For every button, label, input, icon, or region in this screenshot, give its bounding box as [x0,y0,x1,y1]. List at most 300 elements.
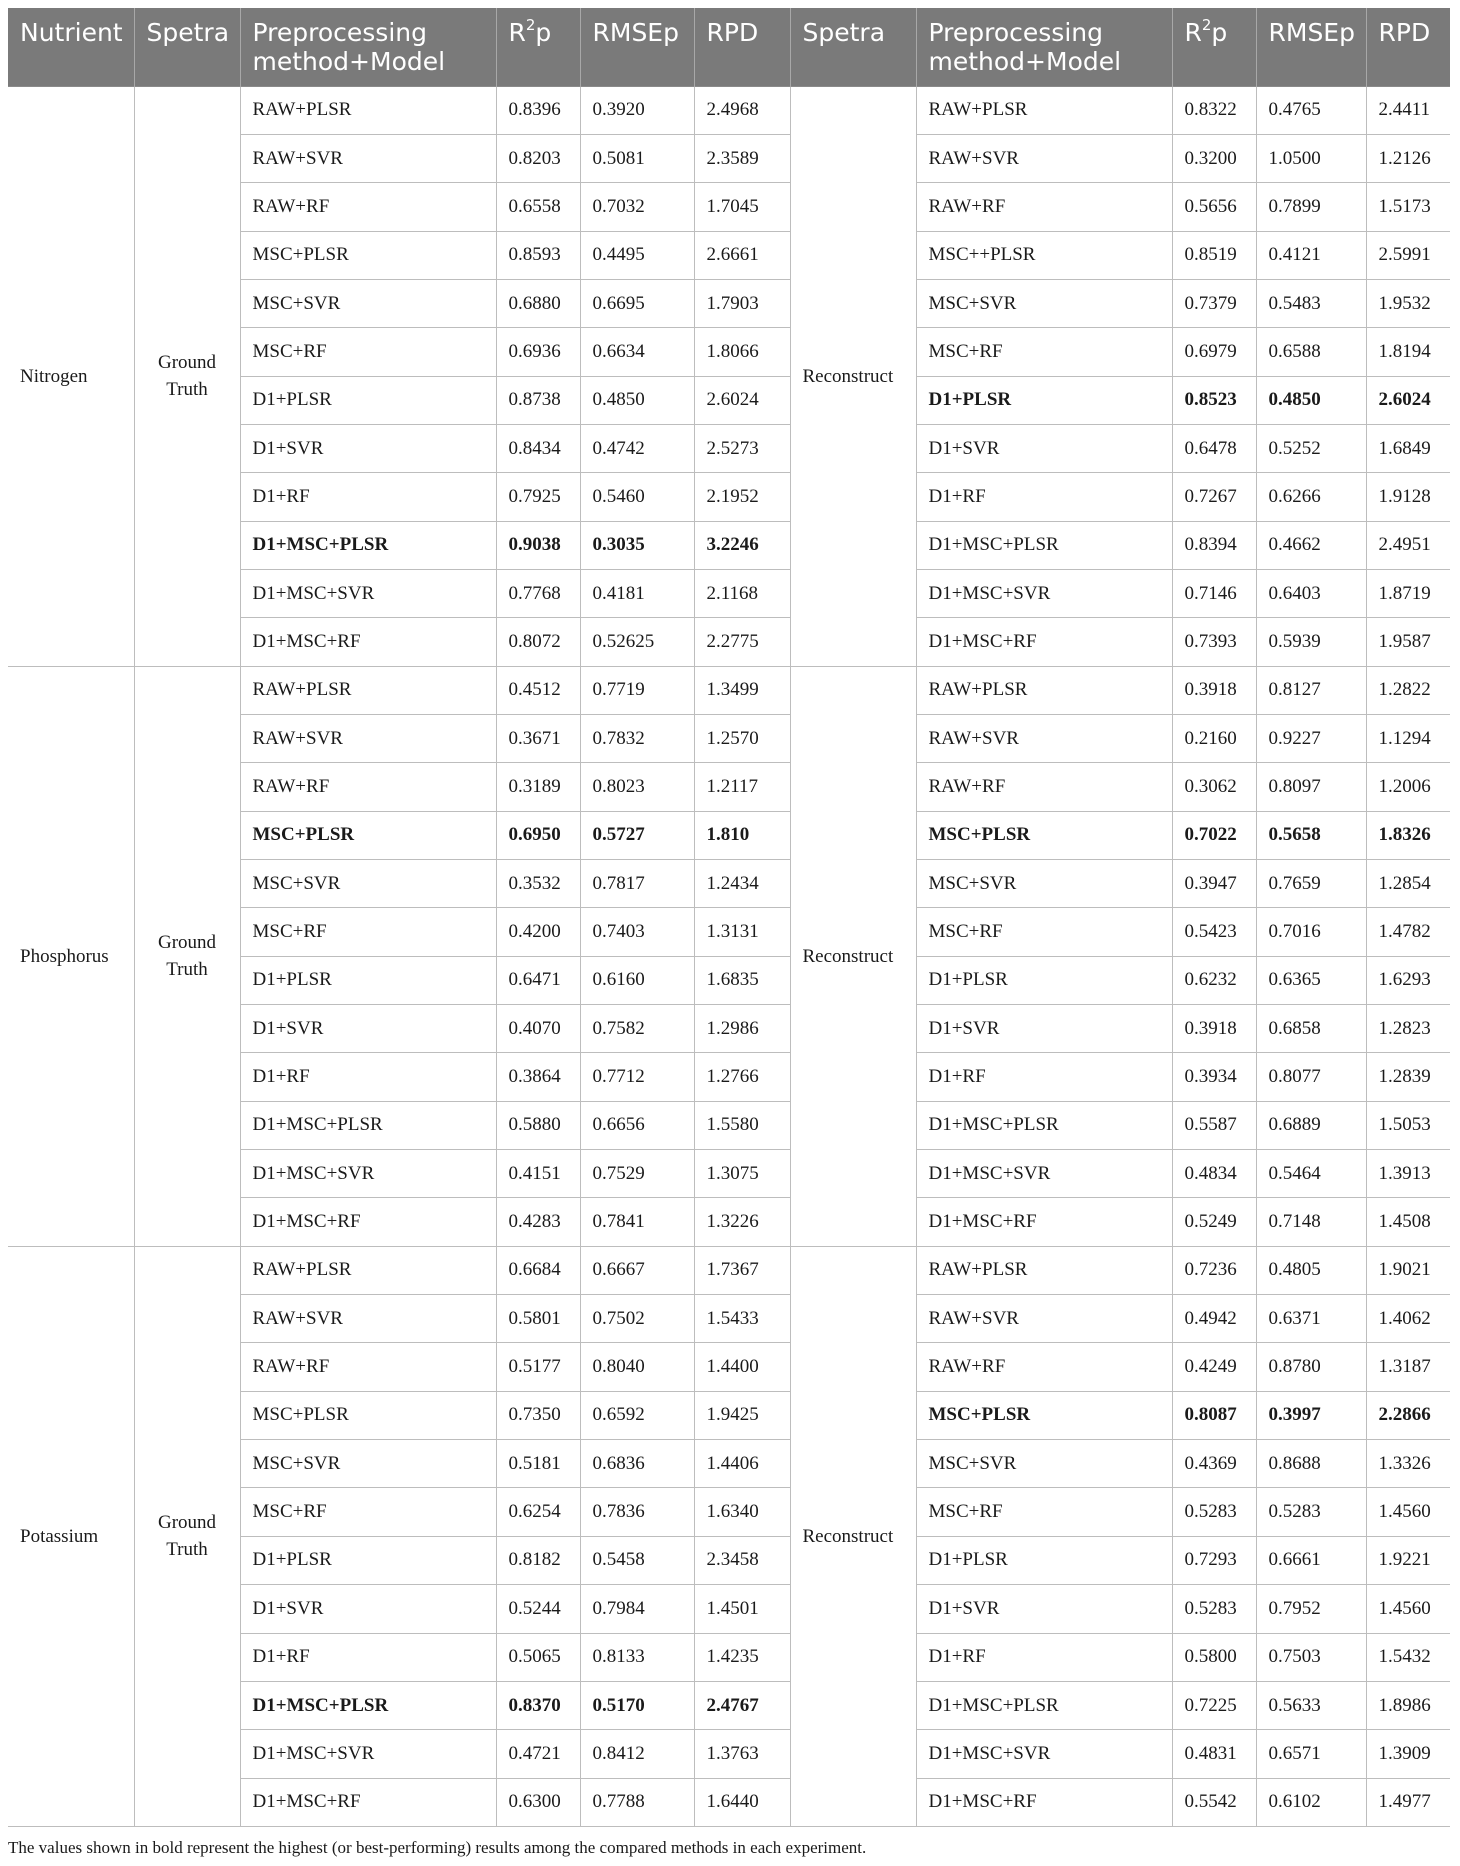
header-method-right: Preprocessing method+Model [916,8,1172,86]
gt-method-cell: D1+MSC+PLSR [240,1681,496,1729]
header-r2p-right [1172,8,1256,86]
rec-rpd-cell: 1.4508 [1366,1198,1450,1246]
gt-r2p-cell: 0.7925 [496,473,580,521]
rec-method-cell: D1+MSC+PLSR [916,521,1172,569]
rec-rmsep-cell: 0.4850 [1256,376,1366,424]
rec-r2p-cell: 0.8394 [1172,521,1256,569]
rec-rmsep-cell: 0.7016 [1256,908,1366,956]
gt-method-cell: D1+RF [240,473,496,521]
rec-rpd-cell: 1.2839 [1366,1053,1450,1101]
rec-r2p-cell: 0.4834 [1172,1150,1256,1198]
gt-rmsep-cell: 0.7984 [580,1585,694,1633]
rec-r2p-cell: 0.8523 [1172,376,1256,424]
gt-method-cell: MSC+SVR [240,279,496,327]
rec-method-cell: RAW+RF [916,1343,1172,1391]
gt-rpd-cell: 2.6024 [694,376,790,424]
rec-method-cell: D1+MSC+RF [916,1778,1172,1826]
rec-r2p-cell: 0.5542 [1172,1778,1256,1826]
rec-method-cell: MSC+PLSR [916,811,1172,859]
gt-method-cell: RAW+RF [240,183,496,231]
rec-method-cell: MSC+SVR [916,860,1172,908]
gt-rmsep-cell: 0.7817 [580,860,694,908]
header-row [8,8,1450,86]
rec-rpd-cell: 1.4560 [1366,1585,1450,1633]
gt-r2p-cell: 0.6300 [496,1778,580,1826]
rec-rmsep-cell: 0.6403 [1256,569,1366,617]
header-rmsep-left: RMSEp [580,8,694,86]
gt-method-cell: MSC+RF [240,908,496,956]
gt-rmsep-cell: 0.6656 [580,1101,694,1149]
gt-method-cell: D1+MSC+RF [240,1198,496,1246]
rec-method-cell: D1+MSC+SVR [916,1150,1172,1198]
rec-rmsep-cell: 0.6365 [1256,956,1366,1004]
rec-rmsep-cell: 0.8097 [1256,763,1366,811]
rec-rmsep-cell: 0.4662 [1256,521,1366,569]
gt-rpd-cell: 1.6835 [694,956,790,1004]
gt-rpd-cell: 2.4968 [694,86,790,134]
gt-rmsep-cell: 0.6592 [580,1391,694,1439]
gt-r2p-cell: 0.8738 [496,376,580,424]
rec-rmsep-cell: 0.8077 [1256,1053,1366,1101]
gt-rpd-cell: 1.4235 [694,1633,790,1681]
rec-rmsep-cell: 0.7148 [1256,1198,1366,1246]
gt-rmsep-cell: 0.7719 [580,666,694,714]
gt-r2p-cell: 0.8203 [496,134,580,182]
rec-rpd-cell: 1.3913 [1366,1150,1450,1198]
gt-method-cell: D1+MSC+RF [240,1778,496,1826]
rec-rpd-cell: 1.8194 [1366,328,1450,376]
rec-r2p-cell: 0.4942 [1172,1295,1256,1343]
gt-rpd-cell: 2.2775 [694,618,790,666]
header-r2p-right-sub: p [1211,18,1228,47]
gt-rmsep-cell: 0.5727 [580,811,694,859]
rec-rpd-cell: 1.6849 [1366,424,1450,472]
rec-method-cell: RAW+RF [916,183,1172,231]
rec-rmsep-cell: 0.5483 [1256,279,1366,327]
rec-rpd-cell: 1.4782 [1366,908,1450,956]
gt-r2p-cell: 0.4283 [496,1198,580,1246]
spectra-reconstruct-cell: Reconstruct [790,1246,916,1826]
rec-r2p-cell: 0.7022 [1172,811,1256,859]
rec-rpd-cell: 1.9532 [1366,279,1450,327]
gt-rmsep-cell: 0.7788 [580,1778,694,1826]
gt-rmsep-cell: 0.7712 [580,1053,694,1101]
rec-rmsep-cell: 0.8127 [1256,666,1366,714]
gt-r2p-cell: 0.5065 [496,1633,580,1681]
table-footnote: The values shown in bold represent the highest (or best-performing) results among the compared methods in each experiment. [8,1838,867,1857]
rec-rpd-cell: 1.6293 [1366,956,1450,1004]
gt-method-cell: MSC+PLSR [240,231,496,279]
gt-rmsep-cell: 0.4181 [580,569,694,617]
rec-method-cell: MSC+RF [916,328,1172,376]
header-method-left: Preprocessing method+Model [240,8,496,86]
rec-r2p-cell: 0.5423 [1172,908,1256,956]
gt-r2p-cell: 0.4721 [496,1730,580,1778]
rec-method-cell: RAW+PLSR [916,86,1172,134]
rec-method-cell: RAW+RF [916,763,1172,811]
rec-rmsep-cell: 0.6102 [1256,1778,1366,1826]
rec-method-cell: MSC+SVR [916,279,1172,327]
rec-r2p-cell: 0.5283 [1172,1585,1256,1633]
gt-rmsep-cell: 0.52625 [580,618,694,666]
gt-rpd-cell: 1.9425 [694,1391,790,1439]
gt-method-cell: D1+MSC+SVR [240,1730,496,1778]
rec-rpd-cell: 2.5991 [1366,231,1450,279]
gt-method-cell: MSC+RF [240,1488,496,1536]
gt-r2p-cell: 0.4512 [496,666,580,714]
rec-method-cell: RAW+PLSR [916,1246,1172,1294]
rec-rpd-cell: 1.3909 [1366,1730,1450,1778]
rec-rpd-cell: 1.2006 [1366,763,1450,811]
gt-method-cell: D1+MSC+PLSR [240,521,496,569]
gt-r2p-cell: 0.7768 [496,569,580,617]
gt-r2p-cell: 0.8182 [496,1536,580,1584]
gt-method-cell: D1+PLSR [240,1536,496,1584]
gt-rpd-cell: 2.4767 [694,1681,790,1729]
gt-rmsep-cell: 0.8133 [580,1633,694,1681]
header-nutrient: Nutrient [8,8,134,86]
gt-r2p-cell: 0.8593 [496,231,580,279]
spectra-ground-truth-cell: Ground Truth [134,1246,240,1826]
gt-rpd-cell: 1.2986 [694,1005,790,1053]
header-rmsep-right: RMSEp [1256,8,1366,86]
gt-method-cell: RAW+SVR [240,1295,496,1343]
gt-r2p-cell: 0.4200 [496,908,580,956]
gt-r2p-cell: 0.5181 [496,1440,580,1488]
gt-rmsep-cell: 0.7502 [580,1295,694,1343]
gt-method-cell: D1+SVR [240,1005,496,1053]
rec-rpd-cell: 1.2823 [1366,1005,1450,1053]
rec-rpd-cell: 1.9128 [1366,473,1450,521]
rec-r2p-cell: 0.4369 [1172,1440,1256,1488]
rec-r2p-cell: 0.7267 [1172,473,1256,521]
rec-method-cell: D1+MSC+SVR [916,1730,1172,1778]
header-r2p-left [496,8,580,86]
gt-method-cell: RAW+PLSR [240,86,496,134]
rec-method-cell: RAW+SVR [916,1295,1172,1343]
gt-method-cell: D1+RF [240,1633,496,1681]
rec-rpd-cell: 1.8719 [1366,569,1450,617]
rec-rpd-cell: 1.4062 [1366,1295,1450,1343]
gt-rmsep-cell: 0.7836 [580,1488,694,1536]
rec-rmsep-cell: 0.5939 [1256,618,1366,666]
gt-rmsep-cell: 0.5458 [580,1536,694,1584]
table-body [8,86,1450,1826]
gt-r2p-cell: 0.8370 [496,1681,580,1729]
gt-method-cell: RAW+PLSR [240,666,496,714]
gt-rmsep-cell: 0.5170 [580,1681,694,1729]
gt-method-cell: D1+MSC+RF [240,618,496,666]
gt-rmsep-cell: 0.3920 [580,86,694,134]
rec-method-cell: D1+RF [916,473,1172,521]
gt-rmsep-cell: 0.7032 [580,183,694,231]
gt-method-cell: MSC+PLSR [240,811,496,859]
gt-r2p-cell: 0.6936 [496,328,580,376]
gt-rmsep-cell: 0.6836 [580,1440,694,1488]
gt-r2p-cell: 0.8072 [496,618,580,666]
gt-rpd-cell: 1.3499 [694,666,790,714]
gt-method-cell: RAW+PLSR [240,1246,496,1294]
rec-rmsep-cell: 0.4765 [1256,86,1366,134]
rec-rmsep-cell: 0.5464 [1256,1150,1366,1198]
gt-rpd-cell: 1.810 [694,811,790,859]
gt-rmsep-cell: 0.7403 [580,908,694,956]
gt-rpd-cell: 1.2570 [694,714,790,762]
gt-r2p-cell: 0.5244 [496,1585,580,1633]
rec-method-cell: D1+MSC+RF [916,1198,1172,1246]
gt-rpd-cell: 1.4406 [694,1440,790,1488]
gt-method-cell: D1+RF [240,1053,496,1101]
rec-r2p-cell: 0.3062 [1172,763,1256,811]
gt-method-cell: D1+SVR [240,424,496,472]
gt-rpd-cell: 1.3131 [694,908,790,956]
rec-method-cell: MSC+RF [916,908,1172,956]
rec-r2p-cell: 0.8322 [1172,86,1256,134]
rec-method-cell: RAW+PLSR [916,666,1172,714]
gt-method-cell: MSC+SVR [240,1440,496,1488]
rec-method-cell: D1+RF [916,1633,1172,1681]
gt-r2p-cell: 0.3189 [496,763,580,811]
rec-r2p-cell: 0.3918 [1172,1005,1256,1053]
gt-r2p-cell: 0.3864 [496,1053,580,1101]
rec-rmsep-cell: 0.4805 [1256,1246,1366,1294]
rec-r2p-cell: 0.2160 [1172,714,1256,762]
gt-r2p-cell: 0.8434 [496,424,580,472]
results-table [8,8,1450,1827]
header-r2p-left-sup: 2 [525,15,536,34]
gt-rmsep-cell: 0.8040 [580,1343,694,1391]
gt-rmsep-cell: 0.7529 [580,1150,694,1198]
header-r2p-left-base: R [508,18,526,47]
gt-r2p-cell: 0.4151 [496,1150,580,1198]
rec-r2p-cell: 0.5283 [1172,1488,1256,1536]
gt-method-cell: RAW+RF [240,763,496,811]
gt-rmsep-cell: 0.7832 [580,714,694,762]
rec-rpd-cell: 2.4411 [1366,86,1450,134]
rec-rmsep-cell: 0.5252 [1256,424,1366,472]
gt-rmsep-cell: 0.6695 [580,279,694,327]
rec-r2p-cell: 0.3934 [1172,1053,1256,1101]
gt-r2p-cell: 0.5801 [496,1295,580,1343]
rec-rmsep-cell: 0.7952 [1256,1585,1366,1633]
gt-r2p-cell: 0.6471 [496,956,580,1004]
rec-rpd-cell: 1.9221 [1366,1536,1450,1584]
nutrient-cell: Phosphorus [8,666,134,1246]
rec-method-cell: MSC+PLSR [916,1391,1172,1439]
rec-rpd-cell: 1.4560 [1366,1488,1450,1536]
gt-r2p-cell: 0.6880 [496,279,580,327]
rec-rmsep-cell: 0.5283 [1256,1488,1366,1536]
header-rpd-left: RPD [694,8,790,86]
spectra-ground-truth-cell: Ground Truth [134,86,240,666]
rec-r2p-cell: 0.3918 [1172,666,1256,714]
rec-method-cell: D1+MSC+PLSR [916,1681,1172,1729]
rec-rpd-cell: 1.1294 [1366,714,1450,762]
rec-rmsep-cell: 0.3997 [1256,1391,1366,1439]
nutrient-cell: Potassium [8,1246,134,1826]
gt-rpd-cell: 2.1952 [694,473,790,521]
gt-method-cell: D1+PLSR [240,376,496,424]
gt-rmsep-cell: 0.6634 [580,328,694,376]
rec-method-cell: D1+SVR [916,424,1172,472]
rec-method-cell: D1+MSC+RF [916,618,1172,666]
rec-r2p-cell: 0.6979 [1172,328,1256,376]
gt-r2p-cell: 0.9038 [496,521,580,569]
gt-rpd-cell: 1.2434 [694,860,790,908]
rec-r2p-cell: 0.3947 [1172,860,1256,908]
rec-method-cell: MSC++PLSR [916,231,1172,279]
rec-method-cell: D1+PLSR [916,956,1172,1004]
gt-r2p-cell: 0.5177 [496,1343,580,1391]
rec-method-cell: MSC+RF [916,1488,1172,1536]
gt-method-cell: MSC+SVR [240,860,496,908]
gt-rpd-cell: 2.1168 [694,569,790,617]
rec-r2p-cell: 0.4831 [1172,1730,1256,1778]
gt-r2p-cell: 0.3671 [496,714,580,762]
rec-rpd-cell: 1.2822 [1366,666,1450,714]
rec-r2p-cell: 0.5800 [1172,1633,1256,1681]
gt-rmsep-cell: 0.6667 [580,1246,694,1294]
rec-method-cell: MSC+SVR [916,1440,1172,1488]
rec-rpd-cell: 1.2126 [1366,134,1450,182]
rec-r2p-cell: 0.5656 [1172,183,1256,231]
gt-r2p-cell: 0.4070 [496,1005,580,1053]
rec-r2p-cell: 0.7379 [1172,279,1256,327]
gt-rmsep-cell: 0.3035 [580,521,694,569]
gt-r2p-cell: 0.6950 [496,811,580,859]
spectra-ground-truth-cell: Ground Truth [134,666,240,1246]
gt-method-cell: D1+SVR [240,1585,496,1633]
gt-r2p-cell: 0.6254 [496,1488,580,1536]
gt-rpd-cell: 2.3458 [694,1536,790,1584]
rec-rmsep-cell: 0.5658 [1256,811,1366,859]
gt-rpd-cell: 2.5273 [694,424,790,472]
rec-rmsep-cell: 0.7899 [1256,183,1366,231]
rec-method-cell: D1+PLSR [916,1536,1172,1584]
rec-method-cell: D1+SVR [916,1585,1172,1633]
rec-r2p-cell: 0.7293 [1172,1536,1256,1584]
gt-method-cell: D1+MSC+SVR [240,1150,496,1198]
rec-rmsep-cell: 0.6571 [1256,1730,1366,1778]
gt-rpd-cell: 1.2766 [694,1053,790,1101]
rec-rmsep-cell: 0.6588 [1256,328,1366,376]
gt-rmsep-cell: 0.5081 [580,134,694,182]
rec-method-cell: D1+MSC+SVR [916,569,1172,617]
gt-rpd-cell: 1.7367 [694,1246,790,1294]
rec-rpd-cell: 2.6024 [1366,376,1450,424]
rec-r2p-cell: 0.6478 [1172,424,1256,472]
rec-rpd-cell: 1.8986 [1366,1681,1450,1729]
gt-rpd-cell: 1.2117 [694,763,790,811]
rec-rpd-cell: 1.3326 [1366,1440,1450,1488]
gt-method-cell: RAW+SVR [240,134,496,182]
rec-r2p-cell: 0.8519 [1172,231,1256,279]
rec-rpd-cell: 1.5432 [1366,1633,1450,1681]
rec-rpd-cell: 1.3187 [1366,1343,1450,1391]
rec-r2p-cell: 0.7146 [1172,569,1256,617]
rec-r2p-cell: 0.7236 [1172,1246,1256,1294]
rec-rpd-cell: 1.9021 [1366,1246,1450,1294]
rec-r2p-cell: 0.8087 [1172,1391,1256,1439]
gt-method-cell: D1+MSC+PLSR [240,1101,496,1149]
gt-r2p-cell: 0.7350 [496,1391,580,1439]
rec-rmsep-cell: 0.4121 [1256,231,1366,279]
gt-rpd-cell: 1.4400 [694,1343,790,1391]
rec-rpd-cell: 1.8326 [1366,811,1450,859]
gt-rpd-cell: 3.2246 [694,521,790,569]
gt-method-cell: RAW+SVR [240,714,496,762]
gt-rpd-cell: 1.6440 [694,1778,790,1826]
rec-rmsep-cell: 0.7503 [1256,1633,1366,1681]
rec-method-cell: D1+RF [916,1053,1172,1101]
rec-r2p-cell: 0.3200 [1172,134,1256,182]
rec-rpd-cell: 2.2866 [1366,1391,1450,1439]
rec-r2p-cell: 0.5587 [1172,1101,1256,1149]
gt-method-cell: D1+MSC+SVR [240,569,496,617]
rec-r2p-cell: 0.7225 [1172,1681,1256,1729]
gt-r2p-cell: 0.6558 [496,183,580,231]
spectra-reconstruct-cell: Reconstruct [790,666,916,1246]
rec-rpd-cell: 2.4951 [1366,521,1450,569]
rec-rmsep-cell: 0.6889 [1256,1101,1366,1149]
spectra-reconstruct-cell: Reconstruct [790,86,916,666]
gt-method-cell: MSC+RF [240,328,496,376]
gt-rmsep-cell: 0.6160 [580,956,694,1004]
gt-rpd-cell: 1.6340 [694,1488,790,1536]
rec-rpd-cell: 1.9587 [1366,618,1450,666]
nutrient-cell: Nitrogen [8,86,134,666]
gt-rpd-cell: 1.5580 [694,1101,790,1149]
gt-rmsep-cell: 0.8412 [580,1730,694,1778]
rec-method-cell: RAW+SVR [916,134,1172,182]
header-r2p-right-sup: 2 [1201,15,1212,34]
rec-method-cell: RAW+SVR [916,714,1172,762]
header-r2p-right-base: R [1184,18,1202,47]
gt-rmsep-cell: 0.5460 [580,473,694,521]
gt-rmsep-cell: 0.4742 [580,424,694,472]
header-spectra-left: Spetra [134,8,240,86]
rec-rpd-cell: 1.5053 [1366,1101,1450,1149]
rec-rmsep-cell: 0.5633 [1256,1681,1366,1729]
rec-rmsep-cell: 0.7659 [1256,860,1366,908]
gt-r2p-cell: 0.8396 [496,86,580,134]
rec-rmsep-cell: 1.0500 [1256,134,1366,182]
gt-rmsep-cell: 0.4495 [580,231,694,279]
header-spectra-right: Spetra [790,8,916,86]
rec-rmsep-cell: 0.9227 [1256,714,1366,762]
rec-rmsep-cell: 0.6858 [1256,1005,1366,1053]
gt-r2p-cell: 0.5880 [496,1101,580,1149]
gt-rpd-cell: 1.3075 [694,1150,790,1198]
gt-r2p-cell: 0.6684 [496,1246,580,1294]
rec-r2p-cell: 0.5249 [1172,1198,1256,1246]
gt-rpd-cell: 1.3226 [694,1198,790,1246]
rec-method-cell: D1+PLSR [916,376,1172,424]
rec-rmsep-cell: 0.6661 [1256,1536,1366,1584]
header-r2p-left-sub: p [535,18,552,47]
gt-r2p-cell: 0.3532 [496,860,580,908]
gt-rpd-cell: 1.7045 [694,183,790,231]
rec-r2p-cell: 0.4249 [1172,1343,1256,1391]
rec-rpd-cell: 1.5173 [1366,183,1450,231]
rec-r2p-cell: 0.6232 [1172,956,1256,1004]
gt-rmsep-cell: 0.7582 [580,1005,694,1053]
gt-rmsep-cell: 0.8023 [580,763,694,811]
rec-rmsep-cell: 0.6371 [1256,1295,1366,1343]
rec-rpd-cell: 1.4977 [1366,1778,1450,1826]
rec-method-cell: D1+SVR [916,1005,1172,1053]
rec-rmsep-cell: 0.8688 [1256,1440,1366,1488]
